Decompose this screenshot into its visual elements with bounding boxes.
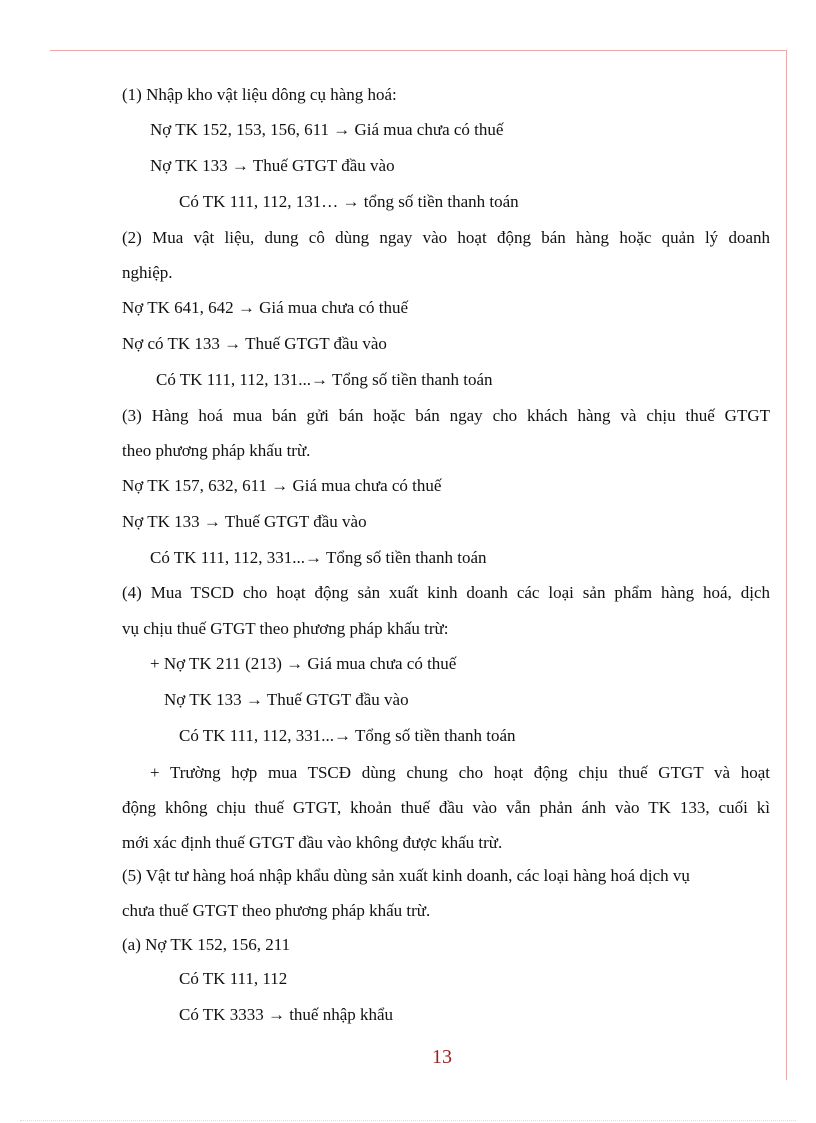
- text-line: Nợ TK 133 → Thuế GTGT đầu vào: [122, 512, 367, 531]
- page-border-bottom: [20, 1120, 796, 1121]
- text-line: (1) Nhập kho vật liệu dông cụ hàng hoá:: [122, 85, 397, 104]
- page-border-top: [50, 50, 786, 51]
- text-line: (4) Mua TSCD cho hoạt động sản xuất kinh doanh các loại sản phẩm hàng hoá, dịch: [122, 583, 770, 602]
- text-line: mới xác định thuế GTGT đầu vào không được khấu trừ.: [122, 833, 503, 852]
- text-line: nghiệp.: [122, 263, 173, 282]
- text-line: Có TK 111, 112: [179, 969, 288, 988]
- text-line: Có TK 111, 112, 331...→ Tổng số tiền thanh toán: [150, 548, 487, 567]
- text-line: Nợ TK 641, 642 → Giá mua chưa có thuế: [122, 298, 409, 317]
- text-line: chưa thuế GTGT theo phương pháp khấu trừ.: [122, 901, 431, 920]
- text-line: + Trường hợp mua TSCĐ dùng chung cho hoạt động chịu thuế GTGT và hoạt: [150, 763, 770, 782]
- text-line: Có TK 3333 → thuế nhập khẩu: [179, 1005, 394, 1024]
- text-line: (a) Nợ TK 152, 156, 211: [122, 935, 291, 954]
- text-line: Nợ TK 157, 632, 611 → Giá mua chưa có thuế: [122, 476, 442, 495]
- text-line: theo phương pháp khấu trừ.: [122, 441, 311, 460]
- text-line: (3) Hàng hoá mua bán gửi bán hoặc bán ngay cho khách hàng và chịu thuế GTGT: [122, 406, 770, 425]
- text-line: Có TK 111, 112, 131… → tổng số tiền thanh toán: [179, 192, 519, 211]
- text-line: Có TK 111, 112, 331...→ Tổng số tiền thanh toán: [179, 726, 516, 745]
- page-number: 13: [432, 1046, 452, 1068]
- text-line: Có TK 111, 112, 131...→ Tổng số tiền thanh toán: [156, 370, 493, 389]
- text-line: (5) Vật tư hàng hoá nhập khẩu dùng sản xuất kinh doanh, các loại hàng hoá dịch vụ: [122, 866, 690, 885]
- text-line: Nợ TK 152, 153, 156, 611 → Giá mua chưa có thuế: [150, 120, 504, 139]
- text-line: Nợ TK 133 → Thuế GTGT đầu vào: [164, 690, 409, 709]
- text-line: Nợ có TK 133 → Thuế GTGT đầu vào: [122, 334, 387, 353]
- text-line: + Nợ TK 211 (213) → Giá mua chưa có thuế: [150, 654, 457, 673]
- page-border-right: [786, 50, 787, 1080]
- text-line: (2) Mua vật liệu, dung cô dùng ngay vào hoạt động bán hàng hoặc quản lý doanh: [122, 228, 770, 247]
- text-line: Nợ TK 133 → Thuế GTGT đầu vào: [150, 156, 395, 175]
- text-line: động không chịu thuế GTGT, khoản thuế đầu vào vẫn phản ánh vào TK 133, cuối kì: [122, 798, 770, 817]
- text-line: vụ chịu thuế GTGT theo phương pháp khấu trừ:: [122, 619, 449, 638]
